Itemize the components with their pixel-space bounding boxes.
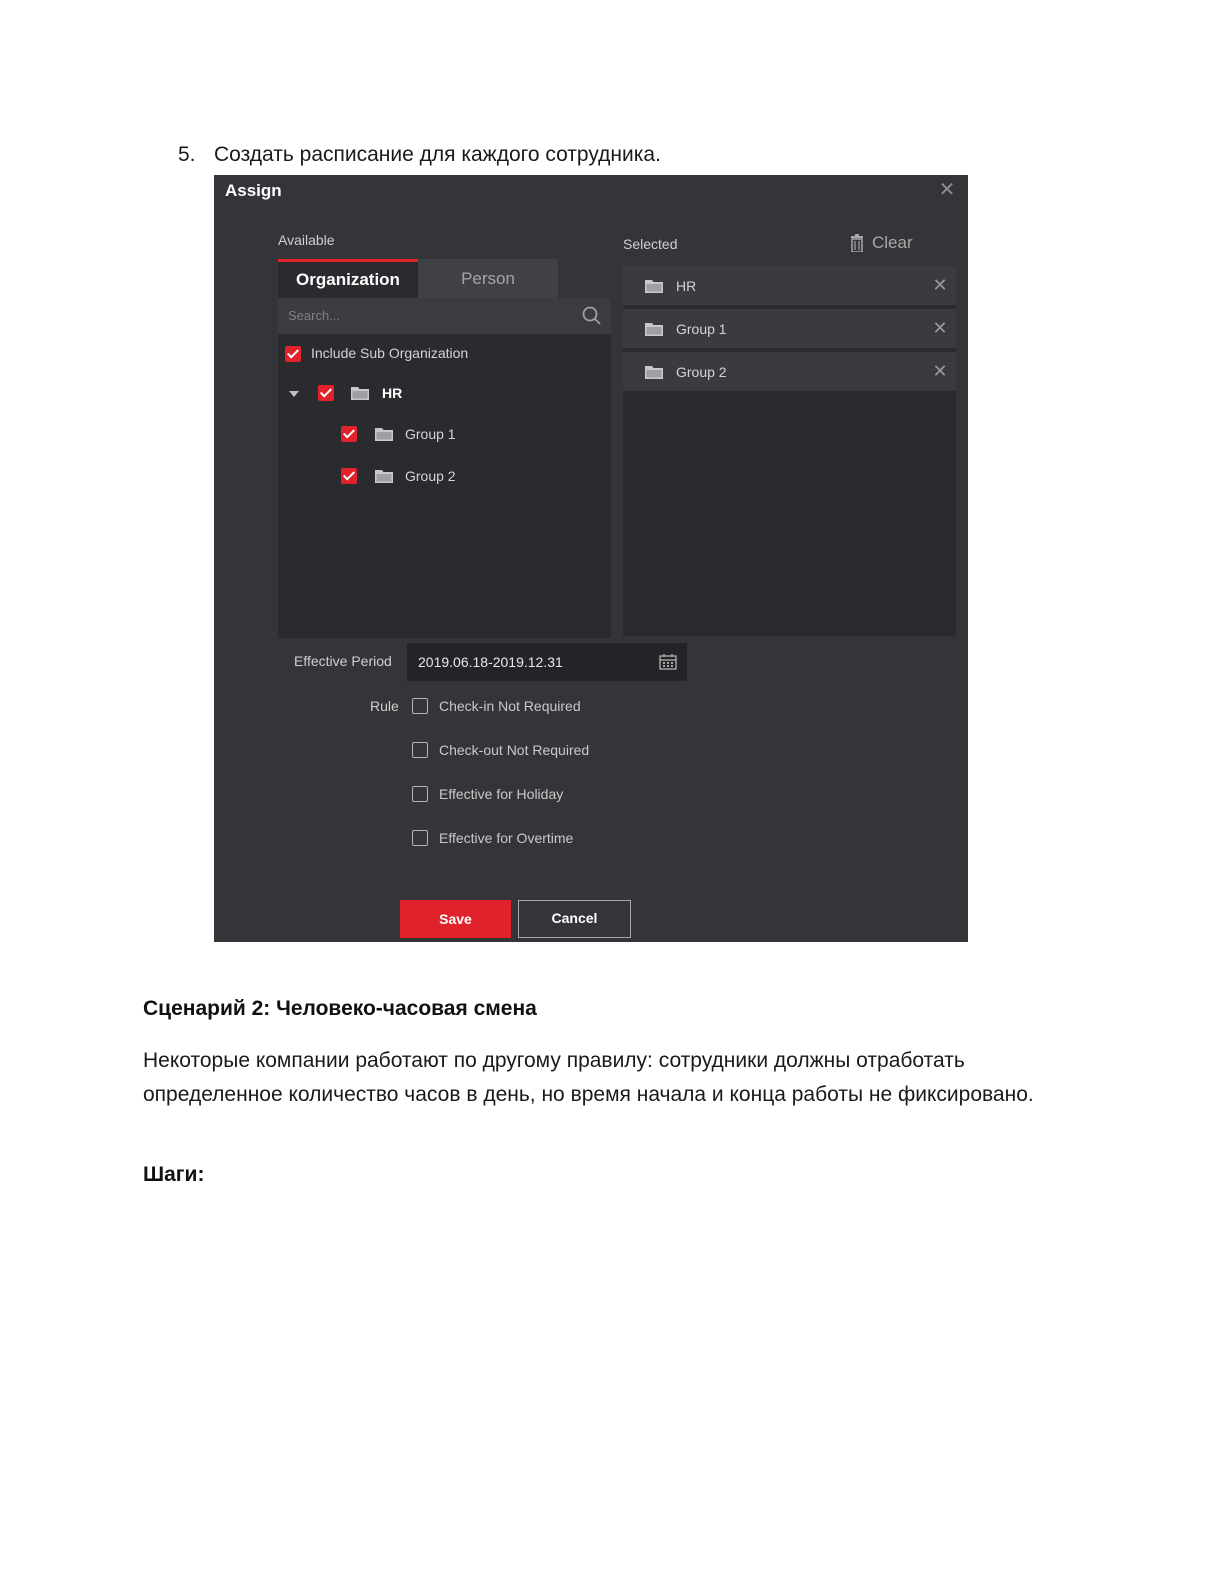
assign-dialog [214,175,968,942]
selected-item-label: HR [676,278,697,294]
selected-item-hr [623,266,956,307]
tree-item-group-1[interactable]: Group 1 [405,426,456,442]
selected-item-group-1 [623,309,956,350]
folder-icon [645,365,663,379]
effective-holiday-label: Effective for Holiday [439,786,564,802]
clear-button[interactable] [850,233,913,253]
selected-item-group-2 [623,352,956,393]
available-label: Available [278,232,335,248]
remove-icon[interactable]: ✕ [932,318,948,338]
effective-period-field[interactable] [407,643,687,681]
step-item [178,143,661,167]
save-button[interactable]: Save [400,900,511,938]
include-sub-label: Include Sub Organization [311,345,469,361]
available-panel [278,298,611,638]
checkout-not-required-checkbox[interactable] [412,742,428,758]
section-paragraph: Некоторые компании работают по другому правилу: сотрудники должны отработать определенное количество часов в день, но время начала и конца работы не фиксировано. [143,1049,1034,1106]
effective-overtime-label: Effective for Overtime [439,830,574,846]
checkout-not-required-label: Check-out Not Required [439,742,590,758]
cancel-button[interactable]: Cancel [518,900,631,938]
expand-arrow-icon[interactable] [289,391,299,397]
tree-item-group-2[interactable]: Group 2 [405,468,456,484]
trash-icon [850,234,864,252]
folder-icon [645,322,663,336]
section-heading: Сценарий 2: Человеко-часовая смена [143,997,537,1020]
tree-checkbox-group-2[interactable] [341,468,357,484]
remove-icon[interactable]: ✕ [932,361,948,381]
tab-person[interactable]: Person [418,259,558,298]
folder-icon [375,469,393,483]
calendar-icon[interactable] [659,654,677,670]
selected-item-label: Group 1 [676,321,727,337]
effective-period-value: 2019.06.18-2019.12.31 [418,654,563,670]
folder-icon [351,386,369,400]
effective-holiday-checkbox[interactable] [412,786,428,802]
selected-panel [623,266,956,636]
close-icon[interactable]: ✕ [938,179,956,201]
rule-label: Rule [370,698,399,714]
step-number: 5. [178,143,196,166]
search-icon[interactable] [581,305,603,327]
tree-checkbox-hr[interactable] [318,385,334,401]
tab-organization[interactable]: Organization [278,259,418,298]
search-box[interactable] [278,298,611,334]
available-tabs [278,259,558,298]
clear-label: Clear [872,233,913,252]
steps-label: Шаги: [143,1163,205,1186]
effective-period-label: Effective Period [294,653,392,669]
step-text: Создать расписание для каждого сотрудника. [214,143,661,166]
tree-item-hr[interactable]: HR [382,385,403,401]
search-input[interactable]: Search... [288,308,341,323]
selected-label: Selected [623,236,678,252]
dialog-title: Assign [225,181,282,200]
folder-icon [375,427,393,441]
checkin-not-required-label: Check-in Not Required [439,698,581,714]
folder-icon [645,279,663,293]
include-sub-checkbox[interactable] [285,346,301,362]
tree-checkbox-group-1[interactable] [341,426,357,442]
effective-overtime-checkbox[interactable] [412,830,428,846]
selected-item-label: Group 2 [676,364,727,380]
remove-icon[interactable]: ✕ [932,275,948,295]
checkin-not-required-checkbox[interactable] [412,698,428,714]
